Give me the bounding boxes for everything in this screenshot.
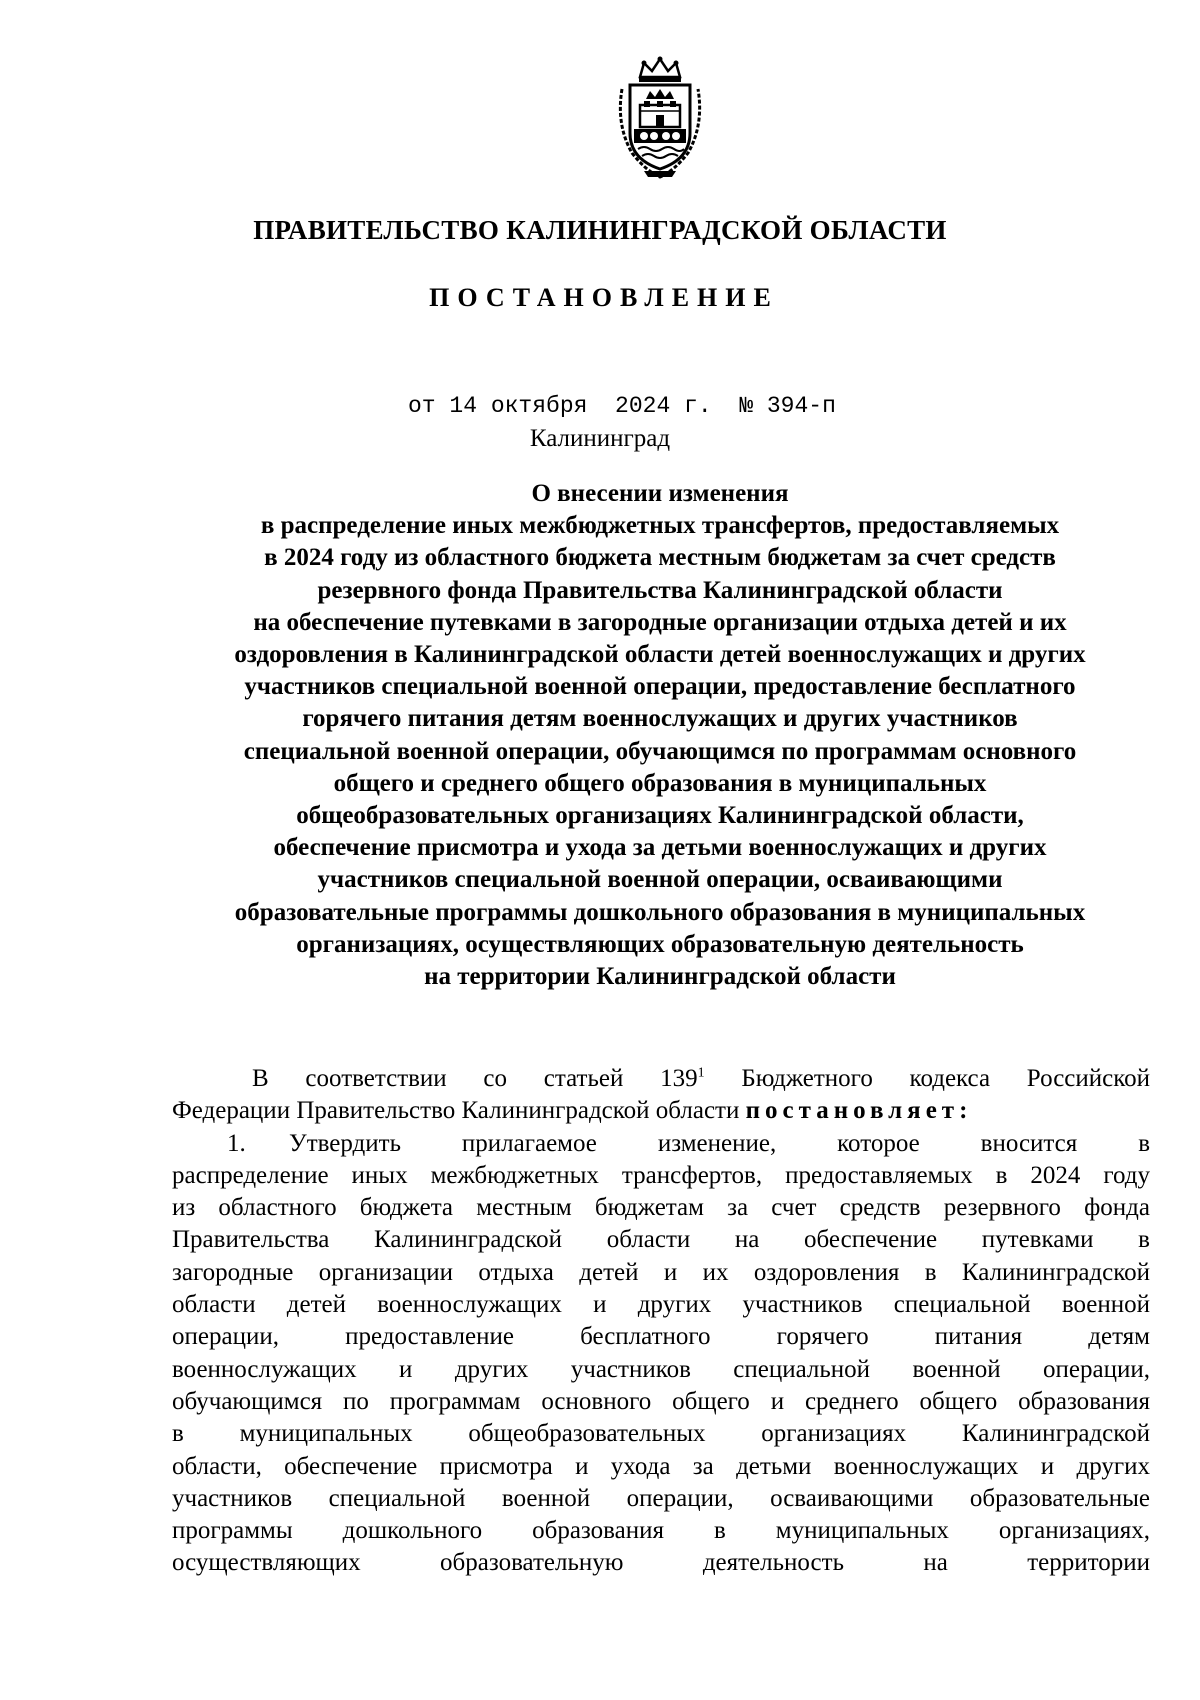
subject-line: образовательные программы дошкольного образования в муниципальных <box>234 898 1086 926</box>
subject-line: общеобразовательных организациях Калининградской области, <box>296 802 1024 830</box>
document-body <box>172 1063 1150 1580</box>
kaliningrad-coat-of-arms-icon <box>610 55 710 180</box>
body-text-fragment: В соответствии со статьей 139 <box>252 1065 698 1092</box>
body-line: участников специальной военной операции, осваивающими образовательные <box>172 1484 1150 1512</box>
body-text-fragment: Бюджетного кодекса Российской <box>704 1065 1151 1092</box>
body-line: области детей военнослужащих и других участников специальной военной <box>172 1291 1150 1319</box>
document-type: ПОСТАНОВЛЕНИЕ <box>429 283 779 312</box>
body-line: Правительства Калининградской области на обеспечение путевками в <box>172 1226 1150 1254</box>
subject-line: резервного фонда Правительства Калининградской области <box>317 576 1003 604</box>
subject-line: на обеспечение путевками в загородные организации отдыха детей и их <box>253 608 1067 636</box>
body-text-fragment: Утвердить прилагаемое изменение, которое вносится в <box>289 1129 1150 1157</box>
resolves-keyword: постановляет: <box>745 1097 973 1125</box>
body-line: загородные организации отдыха детей и их оздоровления в Калининградской <box>172 1258 1150 1286</box>
document-subject <box>150 478 1170 993</box>
body-line: из областного бюджета местным бюджетам за счет средств резервного фонда <box>172 1194 1150 1222</box>
body-line: программы дошкольного образования в муниципальных организациях, <box>172 1517 1150 1545</box>
subject-line: общего и среднего общего образования в муниципальных <box>333 769 987 797</box>
subject-line: участников специальной военной операции, предоставление бесплатного <box>244 673 1076 701</box>
body-line: осуществляющих образовательную деятельность на территории <box>172 1549 1150 1577</box>
body-line: операции, предоставление бесплатного горячего питания детям <box>172 1323 1150 1351</box>
subject-line: в 2024 году из областного бюджета местным бюджетам за счет средств <box>264 544 1056 572</box>
subject-line: специальной военной операции, обучающимся по программам основного <box>243 737 1077 765</box>
government-title: ПРАВИТЕЛЬСТВО КАЛИНИНГРАДСКОЙ ОБЛАСТИ <box>253 215 947 245</box>
body-line <box>172 1095 1150 1127</box>
date-and-number: от 14 октября 2024 г. № 394-п <box>408 393 836 419</box>
city: Калининград <box>529 425 671 452</box>
body-line: области, обеспечение присмотра и ухода за детьми военнослужащих и других <box>172 1452 1150 1480</box>
subject-line: обеспечение присмотра и ухода за детьми военнослужащих и других <box>273 834 1047 862</box>
body-line: военнослужащих и других участников специальной военной операции, <box>172 1355 1150 1383</box>
body-line: распределение иных межбюджетных трансфертов, предоставляемых в 2024 году <box>172 1161 1150 1189</box>
subject-line: на территории Калининградской области <box>424 963 896 991</box>
body-text-fragment: Федерации Правительство Калининградской области <box>172 1097 746 1125</box>
body-line: обучающимся по программам основного общего и среднего общего образования <box>172 1387 1150 1415</box>
subject-line: О внесении изменения <box>531 480 789 507</box>
subject-line: в распределение иных межбюджетных трансфертов, предоставляемых <box>260 512 1060 540</box>
body-line <box>172 1063 1150 1095</box>
body-line <box>172 1128 1150 1160</box>
footnote-superscript: 1 <box>697 1065 705 1081</box>
subject-line: участников специальной военной операции, осваивающими <box>317 866 1003 894</box>
subject-line: оздоровления в Калининградской области детей военнослужащих и других <box>234 641 1086 669</box>
item-number: 1. <box>227 1129 246 1157</box>
subject-line: горячего питания детям военнослужащих и других участников <box>302 705 1018 733</box>
subject-line: организациях, осуществляющих образовательную деятельность <box>296 930 1024 958</box>
body-line: в муниципальных общеобразовательных организациях Калининградской <box>172 1420 1150 1448</box>
